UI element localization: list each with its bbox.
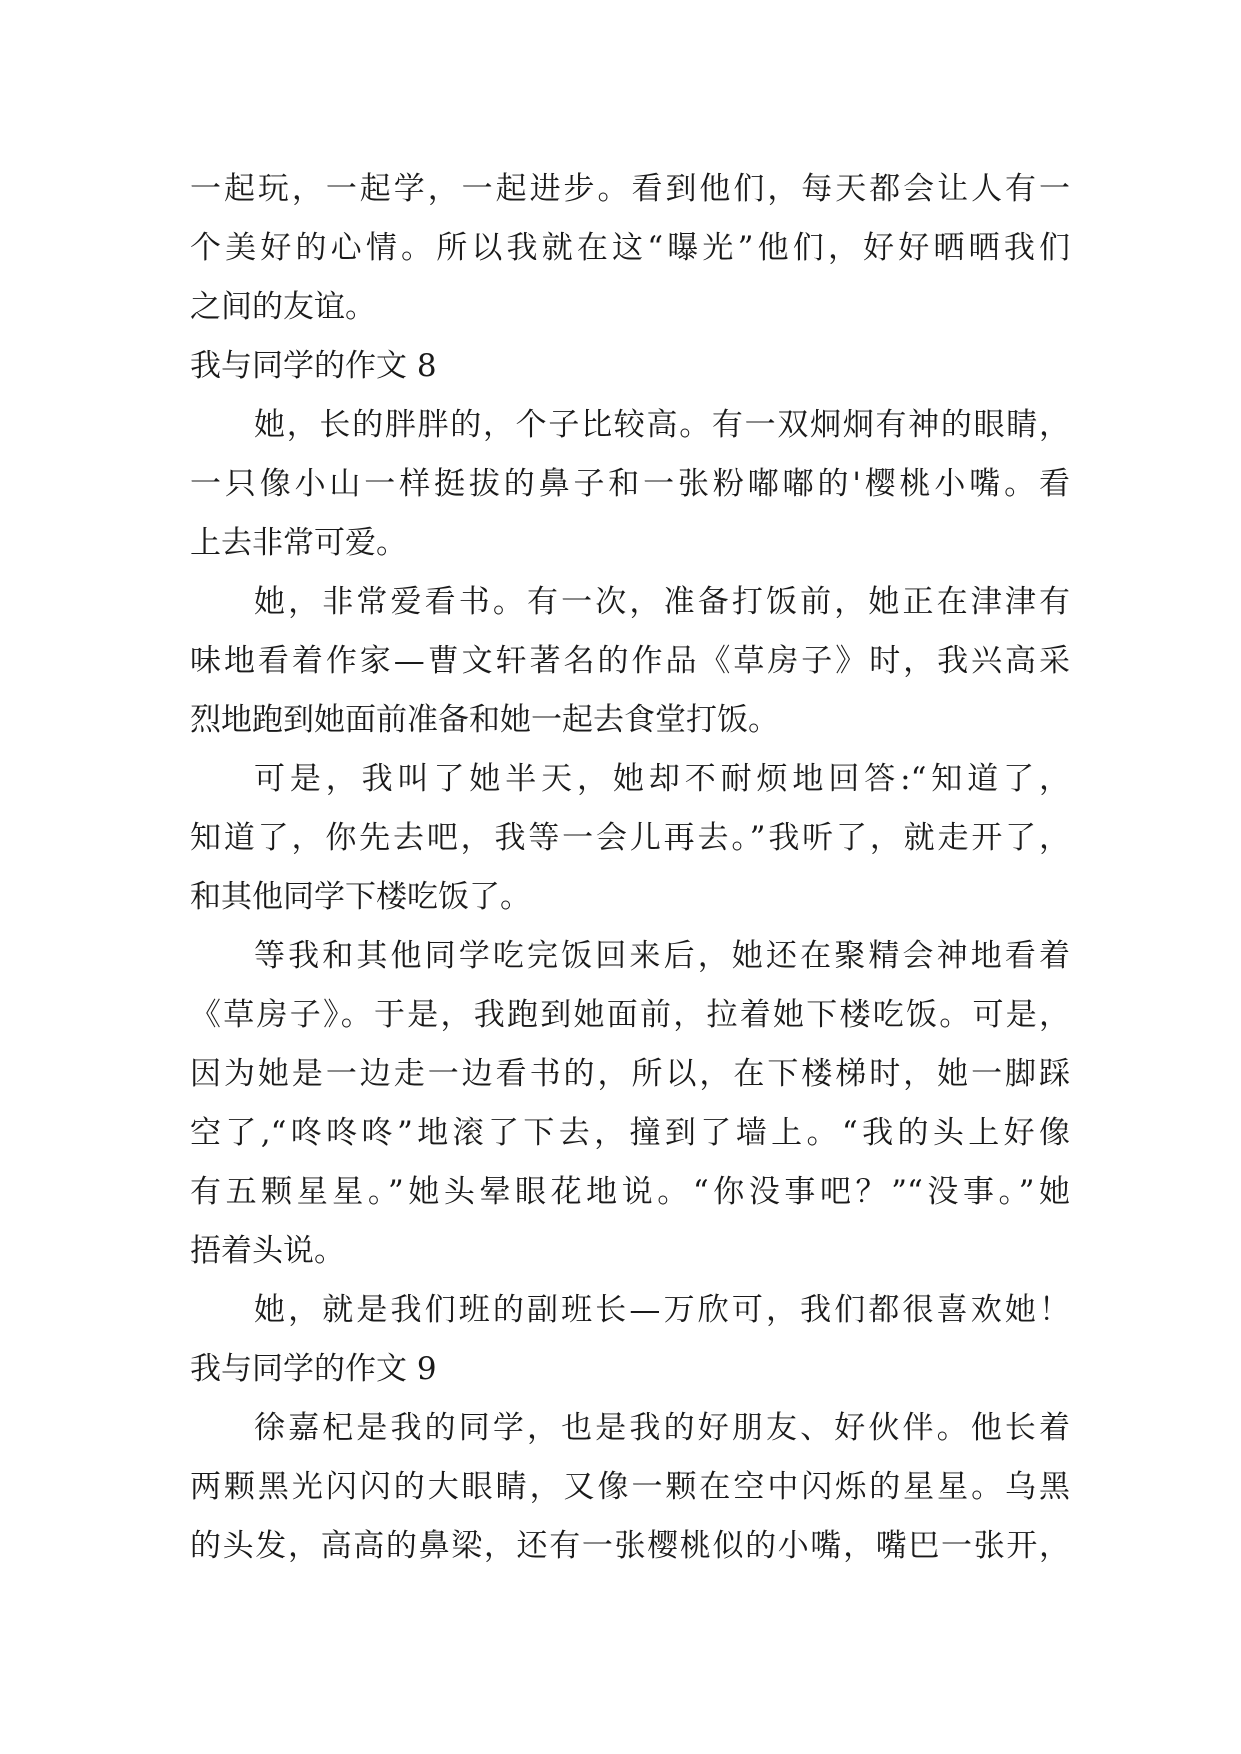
paragraph-line: 有五颗星星。”她头晕眼花地说。“你没事吧？”“没事。”她	[190, 1174, 1070, 1210]
paragraph-first-line: 她，长的胖胖的，个子比较高。有一双炯炯有神的眼睛，	[254, 407, 1070, 443]
paragraph-line: 上去非常可爱。	[190, 525, 407, 561]
paragraph-line: 一起玩，一起学，一起进步。看到他们，每天都会让人有一	[190, 171, 1070, 207]
paragraph-line: 知道了，你先去吧，我等一会儿再去。”我听了，就走开了，	[190, 820, 1070, 856]
paragraph-first-line: 徐嘉杞是我的同学，也是我的好朋友、好伙伴。他长着	[254, 1410, 1070, 1446]
paragraph-first-line: 等我和其他同学吃完饭回来后，她还在聚精会神地看着	[254, 938, 1070, 974]
paragraph-line: 《草房子》。于是，我跑到她面前，拉着她下楼吃饭。可是，	[190, 997, 1070, 1033]
section-heading: 我与同学的作文 8	[190, 348, 437, 384]
paragraph-line: 空了,“咚咚咚”地滚了下去，撞到了墙上。“我的头上好像	[190, 1115, 1070, 1151]
paragraph-line: 味地看着作家—曹文轩著名的作品《草房子》时，我兴高采	[190, 643, 1070, 679]
paragraph-first-line: 她，非常爱看书。有一次，准备打饭前，她正在津津有	[254, 584, 1070, 620]
paragraph-line: 之间的友谊。	[190, 289, 376, 325]
paragraph-line: 的头发，高高的鼻梁，还有一张樱桃似的小嘴，嘴巴一张开，	[190, 1528, 1070, 1564]
paragraph-line: 捂着头说。	[190, 1233, 345, 1269]
document-body	[190, 160, 1070, 1576]
paragraph-first-line: 她，就是我们班的副班长—万欣可，我们都很喜欢她！	[254, 1292, 1070, 1328]
section-heading: 我与同学的作文 9	[190, 1351, 437, 1387]
paragraph-first-line: 可是，我叫了她半天，她却不耐烦地回答:“知道了，	[254, 761, 1070, 797]
paragraph-line: 两颗黑光闪闪的大眼睛，又像一颗在空中闪烁的星星。乌黑	[190, 1469, 1070, 1505]
paragraph-line: 烈地跑到她面前准备和她一起去食堂打饭。	[190, 702, 779, 738]
paragraph-line: 个美好的心情。所以我就在这“曝光”他们，好好晒晒我们	[190, 230, 1070, 266]
paragraph-line: 一只像小山一样挺拔的鼻子和一张粉嘟嘟的'樱桃小嘴。看	[190, 466, 1070, 502]
paragraph-line: 和其他同学下楼吃饭了。	[190, 879, 531, 915]
paragraph-line: 因为她是一边走一边看书的，所以，在下楼梯时，她一脚踩	[190, 1056, 1070, 1092]
